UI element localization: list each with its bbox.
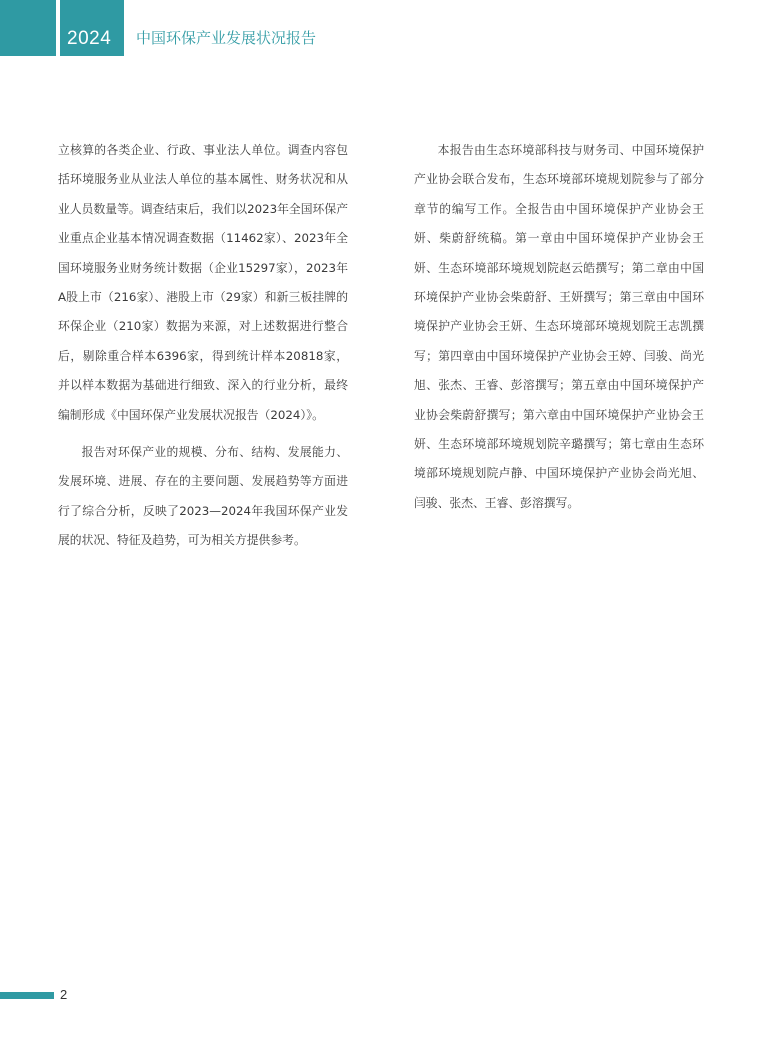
header-year: 2024 (67, 28, 112, 49)
left-paragraph-1: 立核算的各类企业、行政、事业法人单位。调查内容包括环境服务业从业法人单位的基本属性、财务状况和从业人员数量等。调查结束后，我们以2023年全国环保产业重点企业基本情况调查数据（11462家）、2023年全国环境服务业财务统计数据（企业15297家），2023年A股上市（216家）、港股上市（29家）和新三板挂牌的环保企业（210家）数据为来源，对上述数据进行整合后，剔除重合样本6396家，得到统计样本20818家，并以样本数据为基础进行细致、深入的行业分析，最终编制形成《中国环保产业发展状况报告（2024）》。 (58, 143, 348, 422)
footer-accent-bar (0, 992, 54, 999)
header-divider (56, 0, 60, 56)
left-paragraph-2: 报告对环保产业的规模、分布、结构、发展能力、发展环境、进展、存在的主要问题、发展趋势等方面进行了综合分析，反映了2023—2024年我国环保产业发展的状况、特征及趋势，可为相关方提供参考。 (58, 445, 348, 548)
right-column (414, 136, 704, 518)
page-number: 2 (60, 987, 68, 1002)
right-paragraph-1: 本报告由生态环境部科技与财务司、中国环境保护产业协会联合发布，生态环境部环境规划院参与了部分章节的编写工作。全报告由中国环境保护产业协会王妍、柴蔚舒统稿。第一章由中国环境保护产业协会王妍、生态环境部环境规划院赵云皓撰写；第二章由中国环境保护产业协会柴蔚舒、王妍撰写；第三章由中国环境保护产业协会王妍、生态环境部环境规划院王志凯撰写；第四章由中国环境保护产业协会王婷、闫骏、尚光旭、张杰、王睿、彭溶撰写；第五章由中国环境保护产业协会柴蔚舒撰写；第六章由中国环境保护产业协会王妍、生态环境部环境规划院辛璐撰写；第七章由生态环境部环境规划院卢静、中国环境保护产业协会尚光旭、闫骏、张杰、王睿、彭溶撰写。 (414, 143, 704, 510)
header-title: 中国环保产业发展状况报告 (136, 29, 317, 47)
left-column (58, 136, 348, 556)
